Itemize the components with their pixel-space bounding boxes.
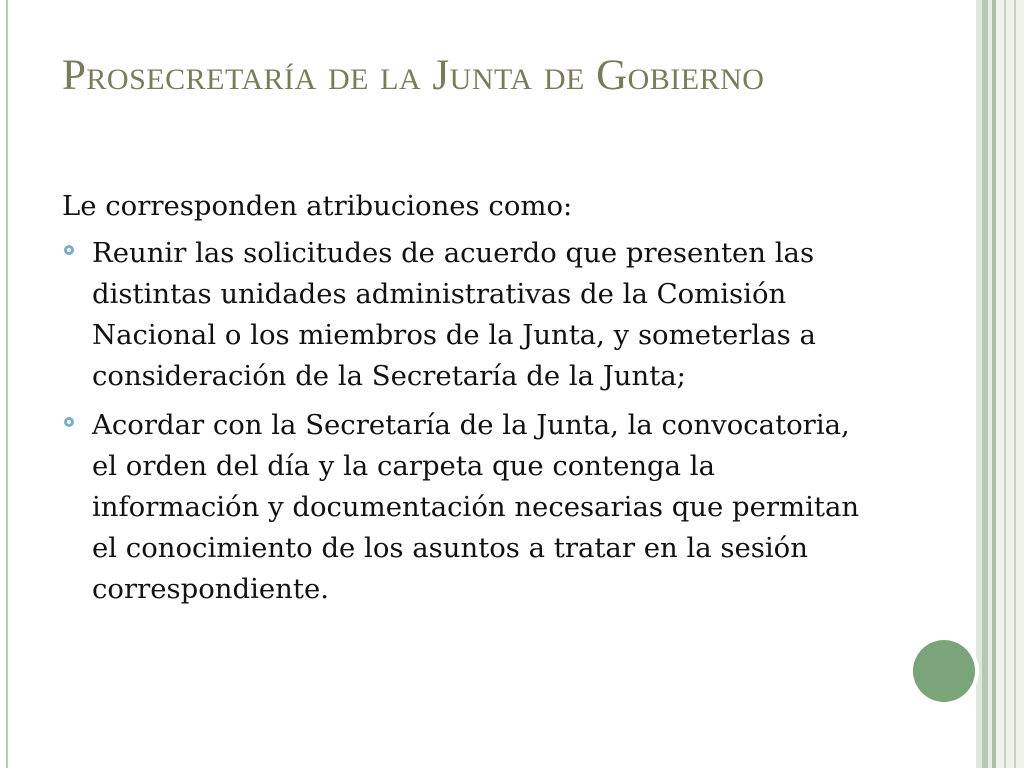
bullet-icon	[64, 417, 74, 427]
right-border-band	[996, 0, 1024, 768]
list-item	[62, 233, 882, 397]
bullet-text: Reunir las solicitudes de acuerdo que presenten las distintas unidades administrativas de la Comisión Nacional o los miembros de la Junta, y someterlas a consideración de la Secretaría de la Junta;	[92, 237, 816, 392]
slide-body	[62, 186, 882, 618]
bullet-list	[62, 233, 882, 610]
intro-text: Le corresponden atribuciones como:	[62, 190, 573, 222]
right-border-line	[1014, 0, 1016, 768]
bullet-text: Acordar con la Secretaría de la Junta, la convocatoria, el orden del día y la carpeta que contenga la información y documentación necesarias que permitan el conocimiento de los asuntos a tratar en la sesión correspondiente.	[92, 409, 860, 605]
slide-title: Prosecretaría de la Junta de Gobierno	[62, 52, 765, 99]
left-border-line	[6, 0, 8, 768]
green-circle-decoration-icon	[913, 640, 975, 702]
list-item	[62, 405, 882, 610]
bullet-icon	[64, 245, 74, 255]
right-border-line	[1004, 0, 1006, 768]
